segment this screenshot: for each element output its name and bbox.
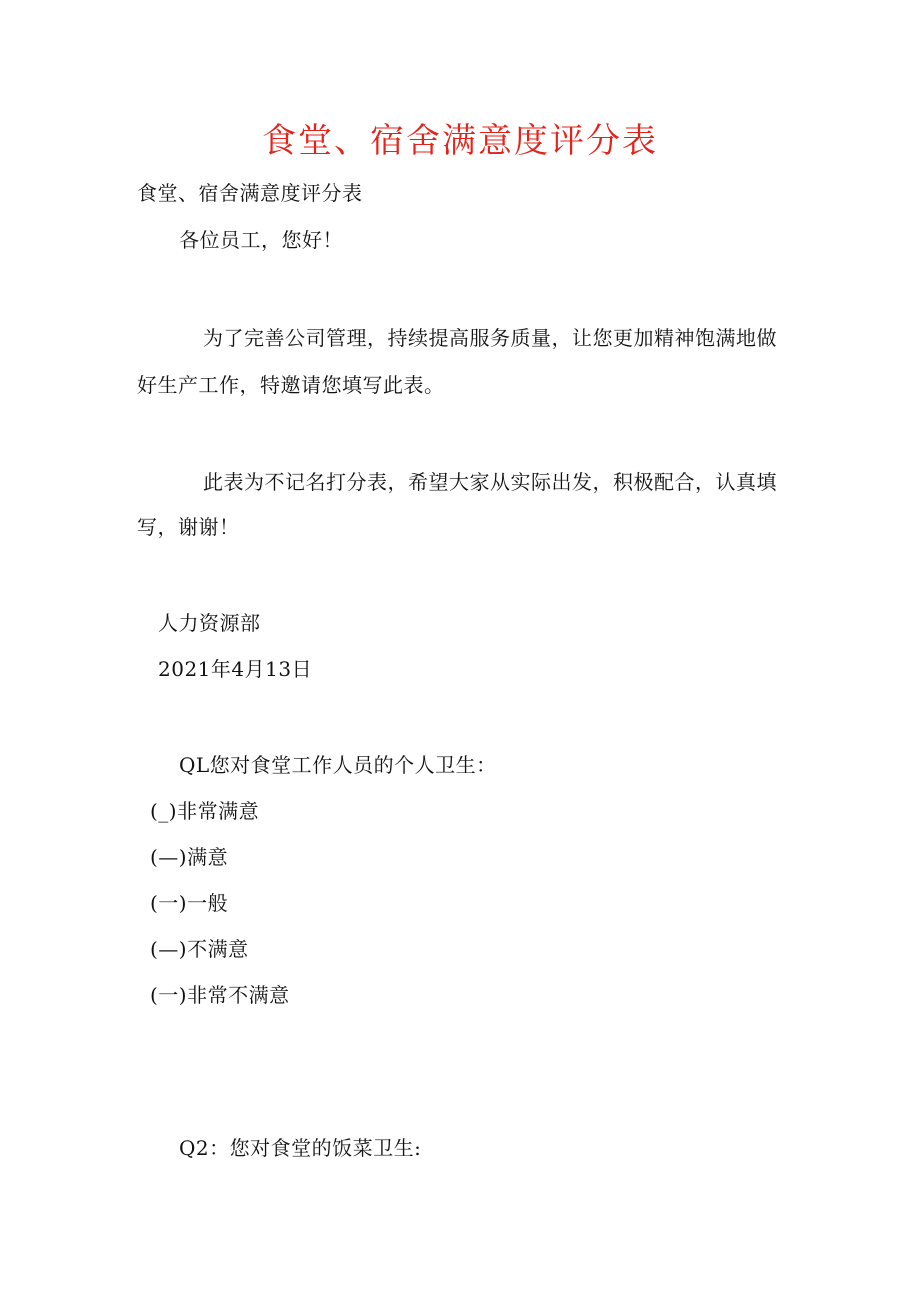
intro-paragraph-line-2: 好生产工作，特邀请您填写此表。 xyxy=(137,373,445,397)
document-subtitle: 食堂、宿舍满意度评分表 xyxy=(137,181,363,205)
question-2-text: Q2：您对食堂的饭菜卫生: xyxy=(179,1136,422,1160)
question-1-option-satisfied[interactable]: (—)满意 xyxy=(150,845,229,869)
document-title: 食堂、宿舍满意度评分表 xyxy=(262,121,658,161)
instruction-paragraph-line-1: 此表为不记名打分表，希望大家从实际出发，积极配合，认真填 xyxy=(203,470,777,494)
instruction-paragraph-line-2: 写，谢谢！ xyxy=(137,515,240,539)
question-1-option-very-dissatisfied[interactable]: (一)非常不满意 xyxy=(150,983,290,1007)
intro-paragraph-line-1: 为了完善公司管理，持续提高服务质量，让您更加精神饱满地做 xyxy=(203,326,777,350)
question-1-option-very-satisfied[interactable]: (_)非常满意 xyxy=(150,799,260,823)
question-1-option-dissatisfied[interactable]: (—)不满意 xyxy=(150,937,249,961)
question-1-text: QL您对食堂工作人员的个人卫生： xyxy=(179,753,497,777)
greeting-text: 各位员工，您好！ xyxy=(179,228,343,252)
document-date: 2021年4月13日 xyxy=(158,657,313,681)
department-name: 人力资源部 xyxy=(158,611,261,635)
question-1-option-average[interactable]: (一)一般 xyxy=(150,891,229,915)
